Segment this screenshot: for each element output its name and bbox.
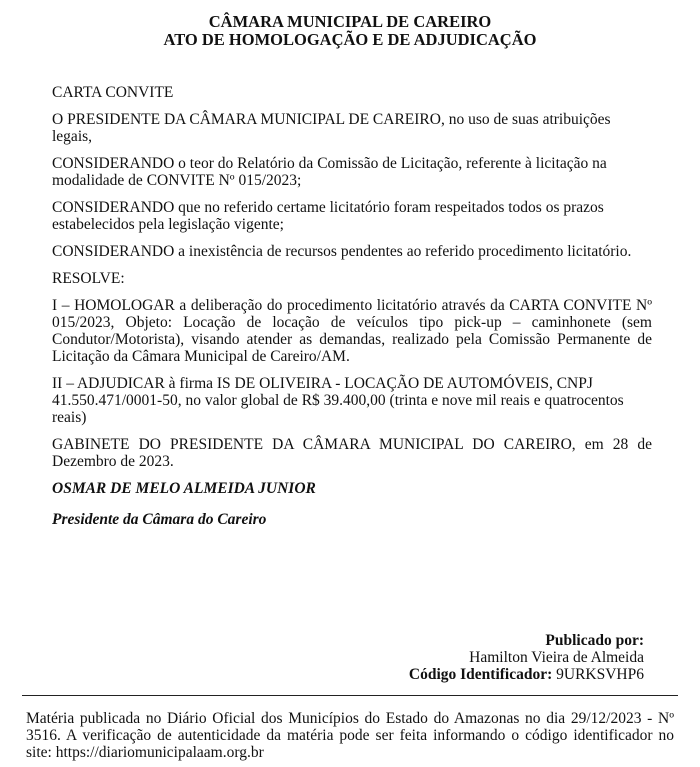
intro-paragraph: O PRESIDENTE DA CÂMARA MUNICIPAL DE CAREIRO, no uso de suas atribuições legais, bbox=[52, 111, 611, 145]
identifier-code: 9URKSVHP6 bbox=[556, 666, 644, 683]
published-by-label: Publicado por: bbox=[545, 632, 644, 649]
considerando-2: CONSIDERANDO que no referido certame licitatório foram respeitados todos os prazos estabelecidos pela legislação vigente; bbox=[52, 199, 604, 233]
footer-divider bbox=[22, 695, 678, 696]
closing-paragraph: GABINETE DO PRESIDENTE DA CÂMARA MUNICIPAL DO CAREIRO, em 28 de Dezembro de 2023. bbox=[52, 436, 652, 470]
publication-info bbox=[409, 632, 644, 683]
identifier-label: Código Identificador: bbox=[408, 666, 553, 683]
publisher-name: Hamilton Vieira de Almeida bbox=[469, 649, 644, 666]
act-title: ATO DE HOMOLOGAÇÃO E DE ADJUDICAÇÃO bbox=[163, 30, 537, 49]
section-heading: CARTA CONVITE bbox=[52, 84, 174, 101]
institution-title: CÂMARA MUNICIPAL DE CAREIRO bbox=[208, 12, 492, 31]
document-body bbox=[52, 84, 652, 528]
signer-title: Presidente da Câmara do Careiro bbox=[52, 511, 267, 528]
identifier-line bbox=[409, 666, 644, 683]
document-header bbox=[0, 13, 700, 49]
footer-note: Matéria publicada no Diário Oficial dos Municípios do Estado do Amazonas no dia 29/12/2023 - Nº 3516. A verificação de autenticidade da matéria pode ser feita informando o código identificador no site: https://diariomunicipalaam.org.br bbox=[26, 710, 674, 761]
resolve-label: RESOLVE: bbox=[52, 270, 125, 287]
resolution-item-1: I – HOMOLOGAR a deliberação do procedimento licitatório através da CARTA CONVITE Nº 015/2023, Objeto: Locação de locação de veículos tipo pick-up – caminhonete (sem Condutor/Motorista), visando atender as demandas, realizado pela Comissão Permanente de Licitação da Câmara Municipal de Careiro/AM. bbox=[52, 297, 652, 365]
signer-name: OSMAR DE MELO ALMEIDA JUNIOR bbox=[52, 480, 316, 497]
resolution-item-2: II – ADJUDICAR à firma IS DE OLIVEIRA - LOCAÇÃO DE AUTOMÓVEIS, CNPJ 41.550.471/0001-50, no valor global de R$ 39.400,00 (trinta e nove mil reais e quatrocentos reais) bbox=[52, 375, 624, 426]
considerando-3: CONSIDERANDO a inexistência de recursos pendentes ao referido procedimento licitatório. bbox=[52, 243, 632, 260]
considerando-1: CONSIDERANDO o teor do Relatório da Comissão de Licitação, referente à licitação na modalidade de CONVITE Nº 015/2023; bbox=[52, 155, 607, 189]
